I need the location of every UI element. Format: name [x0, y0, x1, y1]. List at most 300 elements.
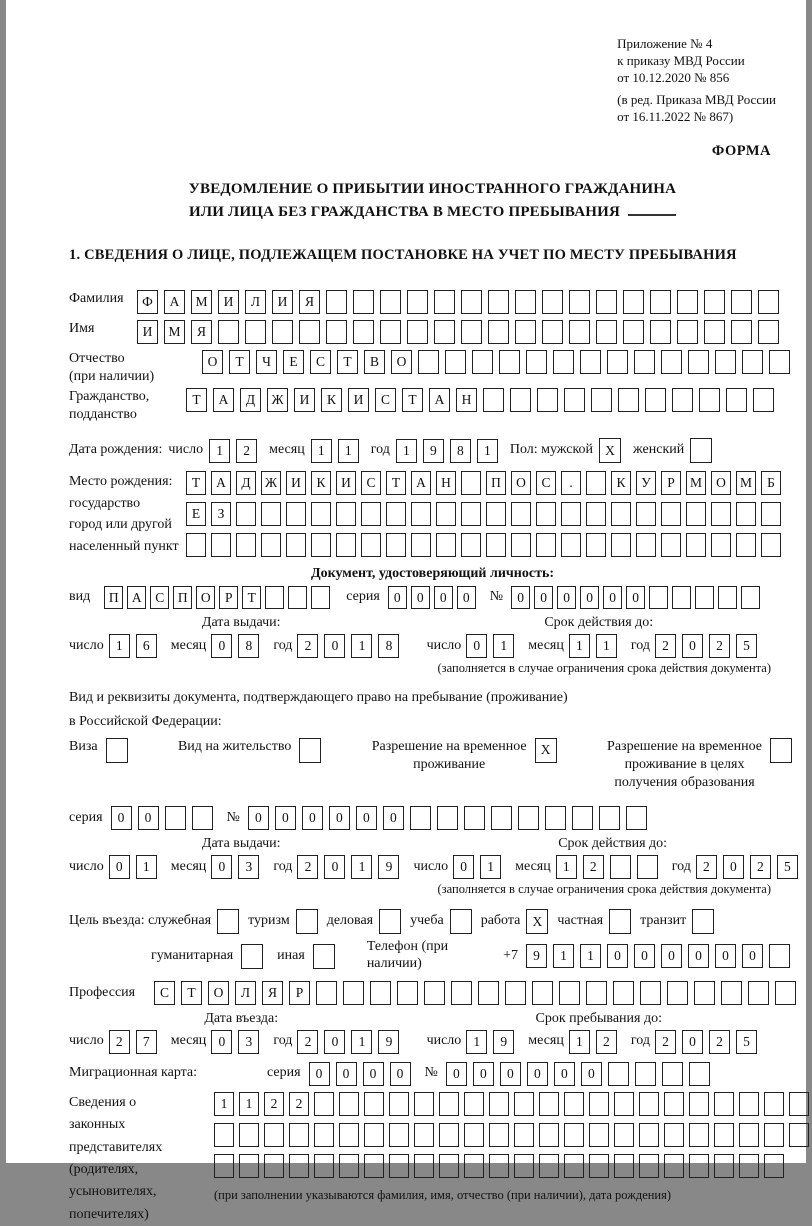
- char-cell[interactable]: [192, 806, 213, 830]
- char-cell[interactable]: [464, 1092, 484, 1116]
- char-cell[interactable]: 0: [715, 944, 736, 968]
- char-cell[interactable]: [664, 1092, 684, 1116]
- char-cell[interactable]: [265, 586, 284, 609]
- char-cell[interactable]: [386, 502, 406, 526]
- char-cell[interactable]: 0: [682, 1030, 703, 1054]
- char-cell[interactable]: 2: [709, 634, 730, 658]
- char-cell[interactable]: [704, 290, 725, 314]
- char-cell[interactable]: [461, 471, 481, 495]
- char-cell[interactable]: 0: [302, 806, 323, 830]
- char-cell[interactable]: [689, 1123, 709, 1147]
- char-cell[interactable]: 0: [363, 1062, 384, 1086]
- char-cell[interactable]: [650, 290, 671, 314]
- entry-month[interactable]: [211, 1030, 265, 1054]
- char-cell[interactable]: 0: [111, 806, 132, 830]
- char-cell[interactable]: М: [191, 290, 212, 314]
- birth-place-row1[interactable]: [186, 471, 786, 495]
- char-cell[interactable]: [564, 388, 585, 412]
- char-cell[interactable]: [596, 320, 617, 344]
- char-cell[interactable]: [214, 1154, 234, 1178]
- char-cell[interactable]: П: [486, 471, 506, 495]
- char-cell[interactable]: [288, 586, 307, 609]
- char-cell[interactable]: 1: [136, 855, 157, 879]
- char-cell[interactable]: 0: [336, 1062, 357, 1086]
- char-cell[interactable]: [742, 350, 763, 374]
- char-cell[interactable]: А: [429, 388, 450, 412]
- char-cell[interactable]: Ф: [137, 290, 158, 314]
- identity-valid-month[interactable]: [569, 634, 623, 658]
- char-cell[interactable]: [510, 388, 531, 412]
- char-cell[interactable]: [514, 1154, 534, 1178]
- representatives-row3[interactable]: [214, 1154, 812, 1178]
- char-cell[interactable]: Я: [262, 981, 283, 1005]
- char-cell[interactable]: [689, 1154, 709, 1178]
- char-cell[interactable]: [589, 1123, 609, 1147]
- char-cell[interactable]: [608, 1062, 629, 1086]
- char-cell[interactable]: Б: [761, 471, 781, 495]
- char-cell[interactable]: [636, 502, 656, 526]
- char-cell[interactable]: [491, 806, 512, 830]
- char-cell[interactable]: [439, 1092, 459, 1116]
- char-cell[interactable]: 1: [569, 634, 590, 658]
- char-cell[interactable]: О: [511, 471, 531, 495]
- char-cell[interactable]: [336, 533, 356, 557]
- char-cell[interactable]: [748, 981, 769, 1005]
- char-cell[interactable]: 8: [450, 439, 471, 463]
- char-cell[interactable]: [614, 1123, 634, 1147]
- char-cell[interactable]: 2: [289, 1092, 309, 1116]
- char-cell[interactable]: [694, 981, 715, 1005]
- char-cell[interactable]: [626, 806, 647, 830]
- birth-place-row3[interactable]: [186, 533, 786, 557]
- char-cell[interactable]: [607, 350, 628, 374]
- char-cell[interactable]: [545, 806, 566, 830]
- char-cell[interactable]: 1: [569, 1030, 590, 1054]
- char-cell[interactable]: [314, 1154, 334, 1178]
- char-cell[interactable]: 0: [329, 806, 350, 830]
- char-cell[interactable]: 2: [709, 1030, 730, 1054]
- char-cell[interactable]: [539, 1123, 559, 1147]
- char-cell[interactable]: К: [321, 388, 342, 412]
- char-cell[interactable]: [789, 1123, 809, 1147]
- char-cell[interactable]: [650, 320, 671, 344]
- mc-number-cells[interactable]: [446, 1062, 716, 1086]
- char-cell[interactable]: [769, 944, 790, 968]
- char-cell[interactable]: П: [173, 586, 192, 609]
- char-cell[interactable]: [386, 533, 406, 557]
- char-cell[interactable]: [639, 1123, 659, 1147]
- char-cell[interactable]: 1: [214, 1092, 234, 1116]
- char-cell[interactable]: [614, 1092, 634, 1116]
- purpose-official-checkbox[interactable]: [217, 909, 239, 934]
- char-cell[interactable]: [618, 388, 639, 412]
- char-cell[interactable]: [610, 855, 631, 879]
- char-cell[interactable]: [286, 502, 306, 526]
- char-cell[interactable]: [736, 502, 756, 526]
- char-cell[interactable]: 0: [473, 1062, 494, 1086]
- char-cell[interactable]: 1: [351, 855, 372, 879]
- char-cell[interactable]: [586, 471, 606, 495]
- char-cell[interactable]: [489, 1092, 509, 1116]
- char-cell[interactable]: 0: [607, 944, 628, 968]
- residence-valid-day[interactable]: [453, 855, 507, 879]
- char-cell[interactable]: 5: [736, 1030, 757, 1054]
- temp-residence-checkbox[interactable]: X: [535, 738, 557, 763]
- char-cell[interactable]: [418, 350, 439, 374]
- char-cell[interactable]: [211, 533, 231, 557]
- char-cell[interactable]: 0: [434, 586, 453, 609]
- char-cell[interactable]: Я: [191, 320, 212, 344]
- char-cell[interactable]: А: [164, 290, 185, 314]
- purpose-work-checkbox[interactable]: X: [526, 909, 548, 934]
- char-cell[interactable]: [586, 533, 606, 557]
- char-cell[interactable]: [677, 320, 698, 344]
- mc-series-cells[interactable]: [309, 1062, 417, 1086]
- purpose-humanitarian-checkbox[interactable]: [241, 944, 263, 969]
- char-cell[interactable]: [526, 350, 547, 374]
- residence-series-cells[interactable]: [111, 806, 219, 830]
- char-cell[interactable]: 2: [596, 1030, 617, 1054]
- purpose-tourism-checkbox[interactable]: [296, 909, 318, 934]
- char-cell[interactable]: [336, 502, 356, 526]
- char-cell[interactable]: [689, 1062, 710, 1086]
- char-cell[interactable]: [326, 290, 347, 314]
- char-cell[interactable]: [764, 1123, 784, 1147]
- char-cell[interactable]: [407, 320, 428, 344]
- char-cell[interactable]: [472, 350, 493, 374]
- char-cell[interactable]: [639, 1154, 659, 1178]
- char-cell[interactable]: [286, 533, 306, 557]
- char-cell[interactable]: Т: [181, 981, 202, 1005]
- char-cell[interactable]: 1: [396, 439, 417, 463]
- char-cell[interactable]: 0: [661, 944, 682, 968]
- char-cell[interactable]: 0: [383, 806, 404, 830]
- char-cell[interactable]: [364, 1154, 384, 1178]
- char-cell[interactable]: 0: [527, 1062, 548, 1086]
- char-cell[interactable]: 0: [138, 806, 159, 830]
- stay-day[interactable]: [466, 1030, 520, 1054]
- char-cell[interactable]: [314, 1123, 334, 1147]
- char-cell[interactable]: [661, 350, 682, 374]
- char-cell[interactable]: 3: [238, 1030, 259, 1054]
- char-cell[interactable]: [611, 533, 631, 557]
- char-cell[interactable]: [380, 290, 401, 314]
- char-cell[interactable]: [445, 350, 466, 374]
- char-cell[interactable]: 0: [511, 586, 530, 609]
- char-cell[interactable]: К: [611, 471, 631, 495]
- citizenship-cells[interactable]: [186, 388, 780, 412]
- char-cell[interactable]: 1: [351, 634, 372, 658]
- char-cell[interactable]: [611, 502, 631, 526]
- char-cell[interactable]: 1: [580, 944, 601, 968]
- char-cell[interactable]: [686, 533, 706, 557]
- char-cell[interactable]: [499, 350, 520, 374]
- char-cell[interactable]: [564, 1092, 584, 1116]
- char-cell[interactable]: [739, 1123, 759, 1147]
- char-cell[interactable]: [661, 502, 681, 526]
- char-cell[interactable]: [536, 533, 556, 557]
- char-cell[interactable]: [483, 388, 504, 412]
- char-cell[interactable]: [514, 1092, 534, 1116]
- char-cell[interactable]: [672, 388, 693, 412]
- char-cell[interactable]: [664, 1123, 684, 1147]
- char-cell[interactable]: [640, 981, 661, 1005]
- char-cell[interactable]: [572, 806, 593, 830]
- residence-issue-day[interactable]: [109, 855, 163, 879]
- char-cell[interactable]: 0: [324, 1030, 345, 1054]
- char-cell[interactable]: [649, 586, 668, 609]
- char-cell[interactable]: [639, 1092, 659, 1116]
- char-cell[interactable]: [461, 290, 482, 314]
- char-cell[interactable]: [411, 533, 431, 557]
- char-cell[interactable]: С: [154, 981, 175, 1005]
- char-cell[interactable]: [411, 502, 431, 526]
- char-cell[interactable]: [299, 320, 320, 344]
- doc-series-cells[interactable]: [388, 586, 480, 609]
- char-cell[interactable]: О: [196, 586, 215, 609]
- char-cell[interactable]: 0: [388, 586, 407, 609]
- char-cell[interactable]: Т: [229, 350, 250, 374]
- char-cell[interactable]: [569, 290, 590, 314]
- char-cell[interactable]: [704, 320, 725, 344]
- char-cell[interactable]: [451, 981, 472, 1005]
- birth-month-cells[interactable]: [311, 439, 365, 463]
- char-cell[interactable]: С: [536, 471, 556, 495]
- char-cell[interactable]: [264, 1154, 284, 1178]
- char-cell[interactable]: А: [127, 586, 146, 609]
- char-cell[interactable]: Р: [661, 471, 681, 495]
- char-cell[interactable]: [316, 981, 337, 1005]
- char-cell[interactable]: [741, 586, 760, 609]
- char-cell[interactable]: [589, 1154, 609, 1178]
- char-cell[interactable]: [236, 502, 256, 526]
- purpose-business-checkbox[interactable]: [379, 909, 401, 934]
- birth-day-cells[interactable]: [209, 439, 263, 463]
- char-cell[interactable]: [505, 981, 526, 1005]
- phone-cells[interactable]: [526, 944, 796, 968]
- char-cell[interactable]: [726, 388, 747, 412]
- char-cell[interactable]: 0: [453, 855, 474, 879]
- char-cell[interactable]: О: [711, 471, 731, 495]
- char-cell[interactable]: Ч: [256, 350, 277, 374]
- char-cell[interactable]: [364, 1092, 384, 1116]
- char-cell[interactable]: 2: [583, 855, 604, 879]
- char-cell[interactable]: 0: [682, 634, 703, 658]
- char-cell[interactable]: [711, 502, 731, 526]
- char-cell[interactable]: 0: [356, 806, 377, 830]
- char-cell[interactable]: [489, 1154, 509, 1178]
- char-cell[interactable]: [410, 806, 431, 830]
- char-cell[interactable]: [186, 533, 206, 557]
- char-cell[interactable]: [353, 320, 374, 344]
- char-cell[interactable]: В: [364, 350, 385, 374]
- char-cell[interactable]: И: [348, 388, 369, 412]
- char-cell[interactable]: [424, 981, 445, 1005]
- char-cell[interactable]: Т: [242, 586, 261, 609]
- entry-day[interactable]: [109, 1030, 163, 1054]
- identity-valid-day[interactable]: [466, 634, 520, 658]
- char-cell[interactable]: [714, 1123, 734, 1147]
- char-cell[interactable]: 2: [297, 855, 318, 879]
- char-cell[interactable]: У: [636, 471, 656, 495]
- char-cell[interactable]: [711, 533, 731, 557]
- char-cell[interactable]: 2: [696, 855, 717, 879]
- char-cell[interactable]: 0: [211, 634, 232, 658]
- char-cell[interactable]: [586, 502, 606, 526]
- char-cell[interactable]: [537, 388, 558, 412]
- char-cell[interactable]: [436, 533, 456, 557]
- char-cell[interactable]: О: [202, 350, 223, 374]
- char-cell[interactable]: [661, 533, 681, 557]
- residence-issue-month[interactable]: [211, 855, 265, 879]
- char-cell[interactable]: [389, 1154, 409, 1178]
- char-cell[interactable]: 2: [655, 634, 676, 658]
- residence-valid-year[interactable]: [696, 855, 804, 879]
- char-cell[interactable]: 8: [238, 634, 259, 658]
- char-cell[interactable]: [218, 320, 239, 344]
- identity-issue-year[interactable]: [297, 634, 405, 658]
- char-cell[interactable]: 0: [626, 586, 645, 609]
- char-cell[interactable]: А: [411, 471, 431, 495]
- char-cell[interactable]: 2: [750, 855, 771, 879]
- char-cell[interactable]: И: [286, 471, 306, 495]
- identity-issue-month[interactable]: [211, 634, 265, 658]
- char-cell[interactable]: [414, 1123, 434, 1147]
- residence-valid-month[interactable]: [556, 855, 664, 879]
- char-cell[interactable]: 2: [297, 634, 318, 658]
- char-cell[interactable]: Л: [245, 290, 266, 314]
- char-cell[interactable]: А: [213, 388, 234, 412]
- char-cell[interactable]: О: [208, 981, 229, 1005]
- char-cell[interactable]: 0: [109, 855, 130, 879]
- char-cell[interactable]: 9: [493, 1030, 514, 1054]
- char-cell[interactable]: [589, 1092, 609, 1116]
- char-cell[interactable]: 1: [239, 1092, 259, 1116]
- char-cell[interactable]: [596, 290, 617, 314]
- char-cell[interactable]: 5: [777, 855, 798, 879]
- char-cell[interactable]: Т: [186, 388, 207, 412]
- residence-permit-checkbox[interactable]: [299, 738, 321, 763]
- char-cell[interactable]: [239, 1154, 259, 1178]
- char-cell[interactable]: [758, 290, 779, 314]
- char-cell[interactable]: [488, 290, 509, 314]
- char-cell[interactable]: [236, 533, 256, 557]
- char-cell[interactable]: 0: [324, 634, 345, 658]
- char-cell[interactable]: [623, 320, 644, 344]
- char-cell[interactable]: [532, 981, 553, 1005]
- char-cell[interactable]: [686, 502, 706, 526]
- char-cell[interactable]: 5: [736, 634, 757, 658]
- char-cell[interactable]: 9: [378, 855, 399, 879]
- char-cell[interactable]: [364, 1123, 384, 1147]
- char-cell[interactable]: 0: [688, 944, 709, 968]
- char-cell[interactable]: [389, 1092, 409, 1116]
- char-cell[interactable]: 7: [136, 1030, 157, 1054]
- char-cell[interactable]: [561, 533, 581, 557]
- char-cell[interactable]: 1: [480, 855, 501, 879]
- char-cell[interactable]: [434, 290, 455, 314]
- stay-month[interactable]: [569, 1030, 623, 1054]
- char-cell[interactable]: [239, 1123, 259, 1147]
- char-cell[interactable]: 0: [534, 586, 553, 609]
- char-cell[interactable]: 0: [446, 1062, 467, 1086]
- char-cell[interactable]: 0: [557, 586, 576, 609]
- char-cell[interactable]: [718, 586, 737, 609]
- char-cell[interactable]: 0: [466, 634, 487, 658]
- char-cell[interactable]: [721, 981, 742, 1005]
- char-cell[interactable]: [688, 350, 709, 374]
- char-cell[interactable]: 1: [553, 944, 574, 968]
- char-cell[interactable]: [461, 502, 481, 526]
- char-cell[interactable]: 0: [723, 855, 744, 879]
- char-cell[interactable]: Р: [289, 981, 310, 1005]
- char-cell[interactable]: С: [150, 586, 169, 609]
- char-cell[interactable]: 0: [581, 1062, 602, 1086]
- char-cell[interactable]: Д: [236, 471, 256, 495]
- char-cell[interactable]: [637, 855, 658, 879]
- char-cell[interactable]: [289, 1123, 309, 1147]
- char-cell[interactable]: [439, 1154, 459, 1178]
- char-cell[interactable]: 0: [309, 1062, 330, 1086]
- char-cell[interactable]: [314, 1092, 334, 1116]
- char-cell[interactable]: [261, 502, 281, 526]
- char-cell[interactable]: [514, 1123, 534, 1147]
- char-cell[interactable]: Т: [402, 388, 423, 412]
- char-cell[interactable]: Л: [235, 981, 256, 1005]
- char-cell[interactable]: [614, 1154, 634, 1178]
- char-cell[interactable]: [518, 806, 539, 830]
- char-cell[interactable]: 0: [554, 1062, 575, 1086]
- char-cell[interactable]: [311, 586, 330, 609]
- purpose-other-checkbox[interactable]: [313, 944, 335, 969]
- char-cell[interactable]: 1: [109, 634, 130, 658]
- char-cell[interactable]: [695, 586, 714, 609]
- char-cell[interactable]: [672, 586, 691, 609]
- residence-number-cells[interactable]: [248, 806, 653, 830]
- char-cell[interactable]: [569, 320, 590, 344]
- char-cell[interactable]: [599, 806, 620, 830]
- male-checkbox[interactable]: X: [599, 438, 621, 463]
- char-cell[interactable]: Н: [456, 388, 477, 412]
- char-cell[interactable]: [245, 320, 266, 344]
- char-cell[interactable]: 2: [655, 1030, 676, 1054]
- char-cell[interactable]: [769, 350, 790, 374]
- char-cell[interactable]: [699, 388, 720, 412]
- char-cell[interactable]: 0: [411, 586, 430, 609]
- char-cell[interactable]: Ж: [261, 471, 281, 495]
- char-cell[interactable]: С: [361, 471, 381, 495]
- char-cell[interactable]: 9: [526, 944, 547, 968]
- char-cell[interactable]: [437, 806, 458, 830]
- char-cell[interactable]: И: [137, 320, 158, 344]
- char-cell[interactable]: [414, 1154, 434, 1178]
- char-cell[interactable]: 0: [634, 944, 655, 968]
- char-cell[interactable]: [353, 290, 374, 314]
- char-cell[interactable]: М: [736, 471, 756, 495]
- representatives-row2[interactable]: [214, 1123, 812, 1147]
- doc-number-cells[interactable]: [511, 586, 764, 609]
- char-cell[interactable]: [689, 1092, 709, 1116]
- char-cell[interactable]: 2: [297, 1030, 318, 1054]
- char-cell[interactable]: 1: [209, 439, 230, 463]
- char-cell[interactable]: [370, 981, 391, 1005]
- purpose-transit-checkbox[interactable]: [692, 909, 714, 934]
- profession-cells[interactable]: [154, 981, 802, 1005]
- char-cell[interactable]: [361, 533, 381, 557]
- char-cell[interactable]: [464, 806, 485, 830]
- identity-valid-year[interactable]: [655, 634, 763, 658]
- char-cell[interactable]: .: [561, 471, 581, 495]
